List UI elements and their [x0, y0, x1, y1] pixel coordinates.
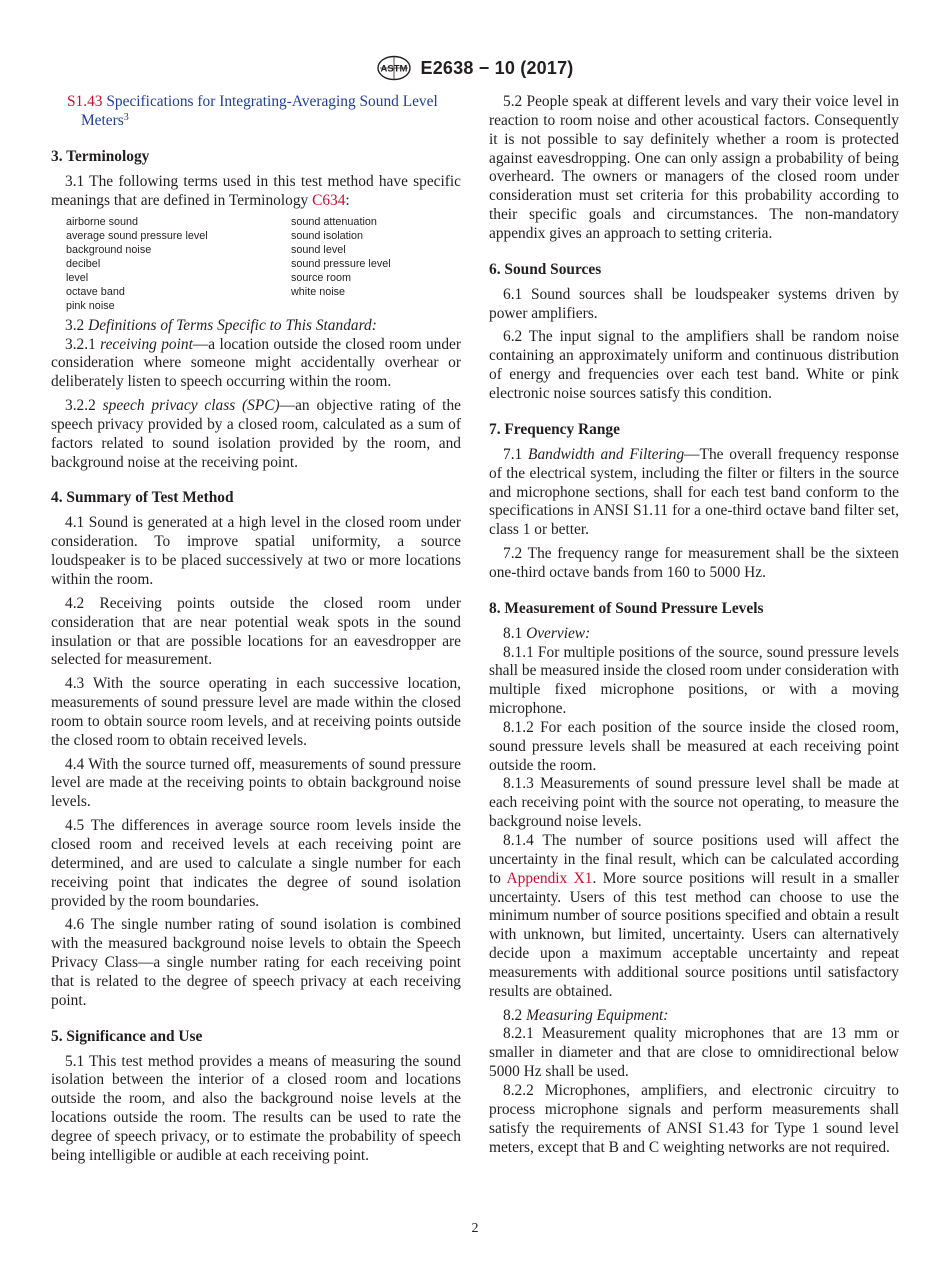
terms-list — [66, 216, 461, 313]
footnote-marker[interactable]: 3 — [123, 111, 129, 123]
term-item: sound attenuation — [291, 216, 377, 229]
reference-title[interactable]: Specifications for Integrating-Averaging Sound Level Meters — [81, 93, 438, 129]
appendix-x1-link[interactable]: Appendix X1 — [506, 869, 593, 887]
term-item: source room — [291, 272, 352, 284]
paragraph-4-2: 4.2 Receiving points outside the closed room under consideration that are near potential weak spots in the sound insulation or that are possible locations for an eavesdropper are selected for measurement. — [51, 594, 461, 669]
reference-code-link[interactable]: S1.43 — [67, 93, 103, 110]
paragraph-5-1: 5.1 This test method provides a means of measuring the sound isolation between the interior of a closed room and locations outside the room, and also the background noise levels at the locations outside the room. The results can be used to rate the degree of speech privacy, or to estimate the probability of speech being intelligible or audible at each receiving point. — [51, 1052, 461, 1164]
terminology-c634-link[interactable]: C634 — [312, 191, 346, 209]
section-heading-significance: 5. Significance and Use — [51, 1027, 203, 1045]
paragraph-6-1: 6.1 Sound sources shall be loudspeaker systems driven by power amplifiers. — [489, 285, 899, 322]
paragraph-5-2: 5.2 People speak at different levels and vary their voice level in reaction to room noise and other acoustical factors. Consequently it is not possible to say definitely whether a room is protected against eavesdropping. One can only assign a probability of being overheard. The owners or managers of the closed room under consideration must set criteria for this probability according to their specific goals and circumstances. The non-mandatory appendix gives an approach to setting criteria. — [489, 93, 899, 242]
page-header — [0, 55, 950, 85]
term-item: background noise — [66, 244, 152, 257]
paragraph-4-6: 4.6 The single number rating of sound isolation is combined with the measured background noise levels to obtain the Speech Privacy Class—a single number rating for each receiving point that is related to the degree of speech privacy at each receiving point. — [51, 916, 461, 1009]
paragraph-8-1-1: 8.1.1 For multiple positions of the source, sound pressure levels shall be measured inside the closed room under consideration with multiple fixed microphone positions, or with a moving microphone. — [489, 643, 899, 718]
reference-s1-43 — [51, 93, 461, 131]
paragraph-8-1: 8.1 Overview: — [503, 624, 591, 642]
paragraph-7-2: 7.2 The frequency range for measurement shall be the sixteen one-third octave bands from 160 to 5000 Hz. — [489, 545, 899, 581]
paragraph-4-4: 4.4 With the source turned off, measurements of sound pressure level are made at the receiving points to obtain background noise levels. — [51, 755, 461, 811]
paragraph-4-3: 4.3 With the source operating in each successive location, measurements of sound pressure level are made within the closed room to obtain source room levels, and at receiving points outside the closed room to obtain received levels. — [51, 675, 461, 749]
paragraph-8-2-2: 8.2.2 Microphones, amplifiers, and electronic circuitry to process microphone signals and perform measurements shall satisfy the requirements of ANSI S1.43 for Type 1 sound level meters, except that B and C weighting networks are not required. — [489, 1081, 899, 1156]
paragraph-8-2-1: 8.2.1 Measurement quality microphones that are 13 mm or smaller in diameter and that are close to omnidirectional below 5000 Hz shall be used. — [489, 1025, 899, 1081]
right-column — [489, 93, 899, 1157]
section-heading-summary: 4. Summary of Test Method — [51, 489, 234, 507]
section-heading-terminology: 3. Terminology — [51, 147, 150, 165]
term-item: decibel — [66, 258, 101, 271]
section-heading-measurement: 8. Measurement of Sound Pressure Levels — [489, 599, 764, 617]
paragraph-3-2-2: 3.2.2 speech privacy class (SPC)—an objective rating of the speech privacy provided by a closed room, calculated as a sum of factors related to sound isolation provided by the room, and background noise at the receiving point. — [51, 397, 461, 471]
term-item: sound isolation — [291, 230, 364, 243]
term-item: airborne sound — [66, 216, 139, 229]
paragraph-3-1: 3.1 The following terms used in this test method have specific meanings that are defined in Terminology C634: — [51, 172, 461, 209]
terms-column-1 — [66, 216, 291, 313]
terms-column-2 — [291, 216, 471, 313]
term-item: pink noise — [66, 299, 115, 312]
paragraph-6-2: 6.2 The input signal to the amplifiers shall be random noise containing an approximately uniform and continuous distribution of energy and frequencies over each test band. White or pink electronic noise sources satisfy this condition. — [489, 328, 899, 402]
term-item: octave band — [66, 285, 125, 298]
term-item: level — [66, 272, 89, 284]
section-heading-frequency-range: 7. Frequency Range — [489, 420, 620, 438]
term-item: sound level — [291, 244, 346, 257]
paragraph-8-1-2: 8.1.2 For each position of the source inside the closed room, sound pressure levels shall be measured at each receiving point outside the room. — [489, 718, 899, 774]
term-item: white noise — [291, 285, 346, 298]
paragraph-3-2-1: 3.2.1 receiving point—a location outside the closed room under consideration where someone might accidentally overhear or deliberately listen to speech occurring within the room. — [51, 335, 461, 391]
term-item: average sound pressure level — [66, 230, 208, 243]
paragraph-3-2: 3.2 Definitions of Terms Specific to This Standard: — [65, 316, 377, 334]
paragraph-8-1-3: 8.1.3 Measurements of sound pressure level shall be made at each receiving point with the source not operating, to measure the background noise levels. — [489, 775, 899, 831]
svg-text:ASTM: ASTM — [381, 63, 408, 75]
standard-designation: E2638 − 10 (2017) — [420, 57, 574, 78]
paragraph-8-1-4: 8.1.4 The number of source positions used will affect the uncertainty in the final result, which can be calculated according to Appendix X1. More source positions will result in a smaller uncertainty. Users of this test method can choose to use the minimum number of source positions specified and obtain a result with unknown, but limited, uncertainty. Users can alternatively decide upon a maximum acceptable uncertainty and repeat measurements with additional source positions until satisfactory results are obtained. — [489, 832, 899, 1000]
term-item: sound pressure level — [291, 258, 391, 271]
paragraph-8-2: 8.2 Measuring Equipment: — [503, 1006, 669, 1024]
page-number: 2 — [471, 1221, 479, 1236]
paragraph-4-5: 4.5 The differences in average source room levels inside the closed room and received levels at each receiving point are determined, and are used to calculate a single number for each receiving point that indicates the degree of sound isolation provided by the room boundaries. — [51, 817, 461, 910]
paragraph-7-1: 7.1 Bandwidth and Filtering—The overall frequency response of the electrical system, including the filter or filters in the source and microphone sections, shall for each test band conform to the specifications in ANSI S1.11 for a one-third octave band filter set, class 1 or better. — [489, 445, 899, 539]
section-heading-sound-sources: 6. Sound Sources — [489, 260, 602, 278]
left-column — [51, 93, 461, 1166]
astm-logo-icon — [376, 55, 412, 81]
paragraph-4-1: 4.1 Sound is generated at a high level in the closed room under consideration. To improve spatial uniformity, a source loudspeaker is to be placed successively at two or more locations within the room. — [51, 514, 461, 588]
